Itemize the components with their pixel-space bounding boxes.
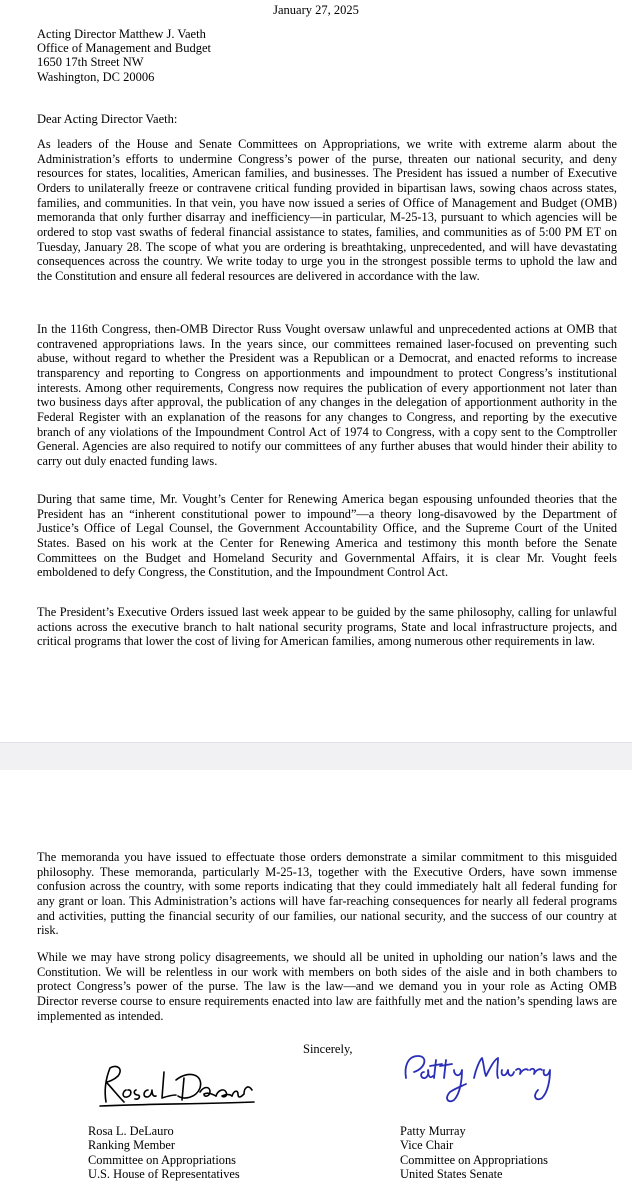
signer-block-delauro (88, 1124, 240, 1181)
signature-murray (398, 1050, 558, 1106)
signer-name: Patty Murray (400, 1124, 466, 1138)
body-paragraph: While we may have strong policy disagreements, we should all be united in upholding our nation’s laws and the Constitution. We will be relentless in our work with members on both sides of the aisle and in both chambers to protect Congress’s power of the purse. The law is the law—and we demand you in your role as Acting OMB Director reverse course to ensure requirements enacted into law are faithfully met and the nation’s spending laws are implemented as intended. (37, 950, 617, 1023)
signature-delauro (92, 1060, 262, 1110)
letter-page-2 (0, 770, 632, 1200)
body-paragraph: During that same time, Mr. Vought’s Center for Renewing America began espousing unfounded theories that the President has an “inherent constitutional power to impound”—a theory long-disavowed by the Department of Justice’s Office of Legal Counsel, the Government Accountability Office, and the Supreme Court of the United States. Based on his work at the Center for Renewing America and testimony this month before the Senate Committees on the Budget and Homeland Security and Governmental Affairs, it is clear Mr. Vought feels emboldened to defy Congress, the Constitution, and the Impoundment Control Act. (37, 492, 617, 580)
signer-title: Ranking Member (88, 1138, 176, 1153)
recipient-city: Washington, DC 20006 (37, 69, 155, 84)
page-separator (0, 742, 632, 772)
recipient-name: Acting Director Matthew J. Vaeth (37, 27, 206, 41)
signer-committee: Committee on Appropriations (400, 1152, 548, 1167)
recipient-address (37, 27, 211, 84)
signer-chamber: U.S. House of Representatives (88, 1166, 240, 1181)
salutation: Dear Acting Director Vaeth: (37, 112, 178, 126)
signer-committee: Committee on Appropriations (88, 1152, 236, 1167)
signer-name: Rosa L. DeLauro (88, 1124, 174, 1138)
body-paragraph: The President’s Executive Orders issued last week appear to be guided by the same philosophy, calling for unlawful actions across the executive branch to halt national security programs, State and local infrastructure projects, and critical programs that lower the cost of living for American families, among numerous other requirements in law. (37, 605, 617, 649)
recipient-office: Office of Management and Budget (37, 41, 212, 56)
body-paragraph: In the 116th Congress, then-OMB Director Russ Vought oversaw unlawful and unprecedented actions at OMB that contravened appropriations laws. In the years since, our committees remained laser-focused on preventing such abuse, without regard to whether the President was a Republican or a Democrat, and enacted reforms to increase transparency and reporting to Congress on apportionments and impoundment to protect Congress’s institutional interests. Among other requirements, Congress now requires the publication of every apportionment not later than two business days after approval, the publication of any changes in the delegation of apportionment authority in the Federal Register with an explanation of the reasons for any changes to Congress, and reporting by the executive branch of any violations of the Impoundment Control Act of 1974 to Congress, with a copy sent to the Comptroller General. Agencies are also required to notify our committees of any further abuses that would hinder their ability to carry out duly enacted funding laws. (37, 322, 617, 468)
recipient-street: 1650 17th Street NW (37, 55, 144, 70)
closing: Sincerely, (303, 1042, 353, 1056)
signer-block-murray (400, 1124, 548, 1181)
signer-title: Vice Chair (400, 1138, 454, 1153)
letter-date: January 27, 2025 (273, 3, 359, 17)
body-paragraph: As leaders of the House and Senate Committees on Appropriations, we write with extreme alarm about the Administration’s efforts to undermine Congress’s power of the purse, threaten our national security, and deny resources for states, localities, American families, and businesses. The President has issued a number of Executive Orders to unilaterally freeze or contravene critical funding provided in bipartisan laws, sowing chaos across states, families, and communities. In that vein, you have now issued a series of Office of Management and Budget (OMB) memoranda that only further disarray and inefficiency—in particular, M-25-13, pursuant to which agencies will be ordered to stop vast swaths of federal financial assistance to states, families, and communities as of 5:00 PM ET on Tuesday, January 28. The scope of what you are ordering is breathtaking, unprecedented, and will have devastating consequences across the country. We write today to urge you in the strongest possible terms to uphold the law and the Constitution and ensure all federal resources are delivered in accordance with the law. (37, 137, 617, 283)
body-paragraph: The memoranda you have issued to effectuate those orders demonstrate a similar commitment to this misguided philosophy. These memoranda, particularly M-25-13, together with the Executive Orders, have sown immense confusion across the country, with some reports indicating that they could immediately halt all federal funding for any grant or loan. This Administration’s actions will have far-reaching consequences for nearly all federal programs and activities, putting the financial security of our families, our national security, and the success of our country at risk. (37, 850, 617, 938)
signer-chamber: United States Senate (400, 1166, 503, 1181)
